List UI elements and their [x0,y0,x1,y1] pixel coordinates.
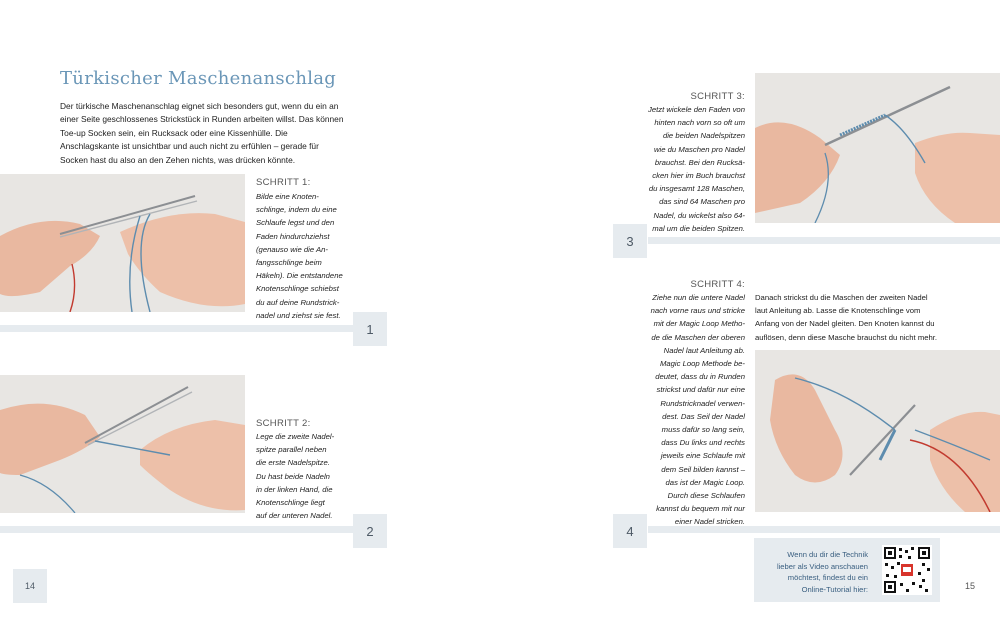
qr-code[interactable] [882,545,932,595]
step1-number: 1 [353,312,387,346]
step1-title: SCHRITT 1: [256,177,311,188]
step3-number: 3 [613,224,647,258]
step2-photo [0,375,245,513]
intro-paragraph: Der türkische Maschenanschlag eignet sich besonders gut, wenn du ein an einer Seite geschlossenes Strickstück in Runden arbeiten willst. Das können Toe-up Socken sein, ein Rucksack oder eine Kissenhülle. Die Anschlagskante ist unsichtbar und auch nicht zu erfühlen – gerade für Socken hast du also an den Zehen nichts, was drücken könnte. [60,101,344,165]
step4-text: Ziehe nun die untere Nadel nach vorne raus und stricke mit der Magic Loop Metho- de die Maschen der oberen Nadel laut Anleitung ab. Magic Loop Methode be- deutet, dass du in Runden strickst und dafür nur eine Rundstricknadel verwen- dest. Das Seil der Nadel muss dafür so lang sein, dass Du links und rechts jeweils eine Schlaufe mit dem Seil bilden kannst – das ist der Magic Loop. Durch diese Schlaufen kannst du bequem mit nur einer Nadel stricken. [650,293,745,527]
page-number-left: 14 [13,569,47,603]
page-number-right: 15 [964,581,975,591]
step4-photo [755,350,1000,512]
video-tutorial-box [754,538,940,602]
page-title: Türkischer Maschenanschlag [60,68,337,89]
step3-photo [755,73,1000,223]
step2-bar [0,526,353,533]
step1-bar [0,325,353,332]
right-page [500,0,1000,619]
step4-title: SCHRITT 4: [690,279,745,290]
step4-number: 4 [613,514,647,548]
step1-text: Bilde eine Knoten- schlinge, indem du eine Schlaufe legst und den Faden hindurchziehst (genauso wie die An- fangsschlinge beim Häkeln). Die entstandene Knotenschlinge schiebst du auf deine Rundstrick- nadel und ziehst sie fest. [256,192,343,320]
step3-bar [648,237,1000,244]
step2-number: 2 [353,514,387,548]
step2-text: Lege die zweite Nadel- spitze parallel neben die erste Nadelspitze. Du hast beide Nadeln in der linken Hand, die Knotenschlinge liegt auf der unteren Nadel. [256,432,335,521]
step4-bar [648,526,1000,533]
video-tutorial-text: Wenn du dir die Technik lieber als Video anschauen möchtest, findest du ein Online-Tutorial hier: [776,550,868,594]
step3-title: SCHRITT 3: [690,91,745,102]
step3-text: Jetzt wickele den Faden von hinten nach vorn so oft um die beiden Nadelspitzen wie du Maschen pro Nadel brauchst. Bei den Rucksä- cken hier im Buch brauchst du insgesamt 128 Maschen, das sind 64 Maschen pro Nadel, du wickelst also 64- mal um die beiden Spitzen. [647,105,745,233]
step4-continued-text: Danach strickst du die Maschen der zweiten Nadel laut Anleitung ab. Lasse die Knotenschlinge vom Anfang von der Nadel gleiten. Den Knoten kannst du auflösen, denn diese Masche brauchst du nicht mehr. [755,293,938,342]
step2-title: SCHRITT 2: [256,418,311,429]
step1-photo [0,174,245,312]
